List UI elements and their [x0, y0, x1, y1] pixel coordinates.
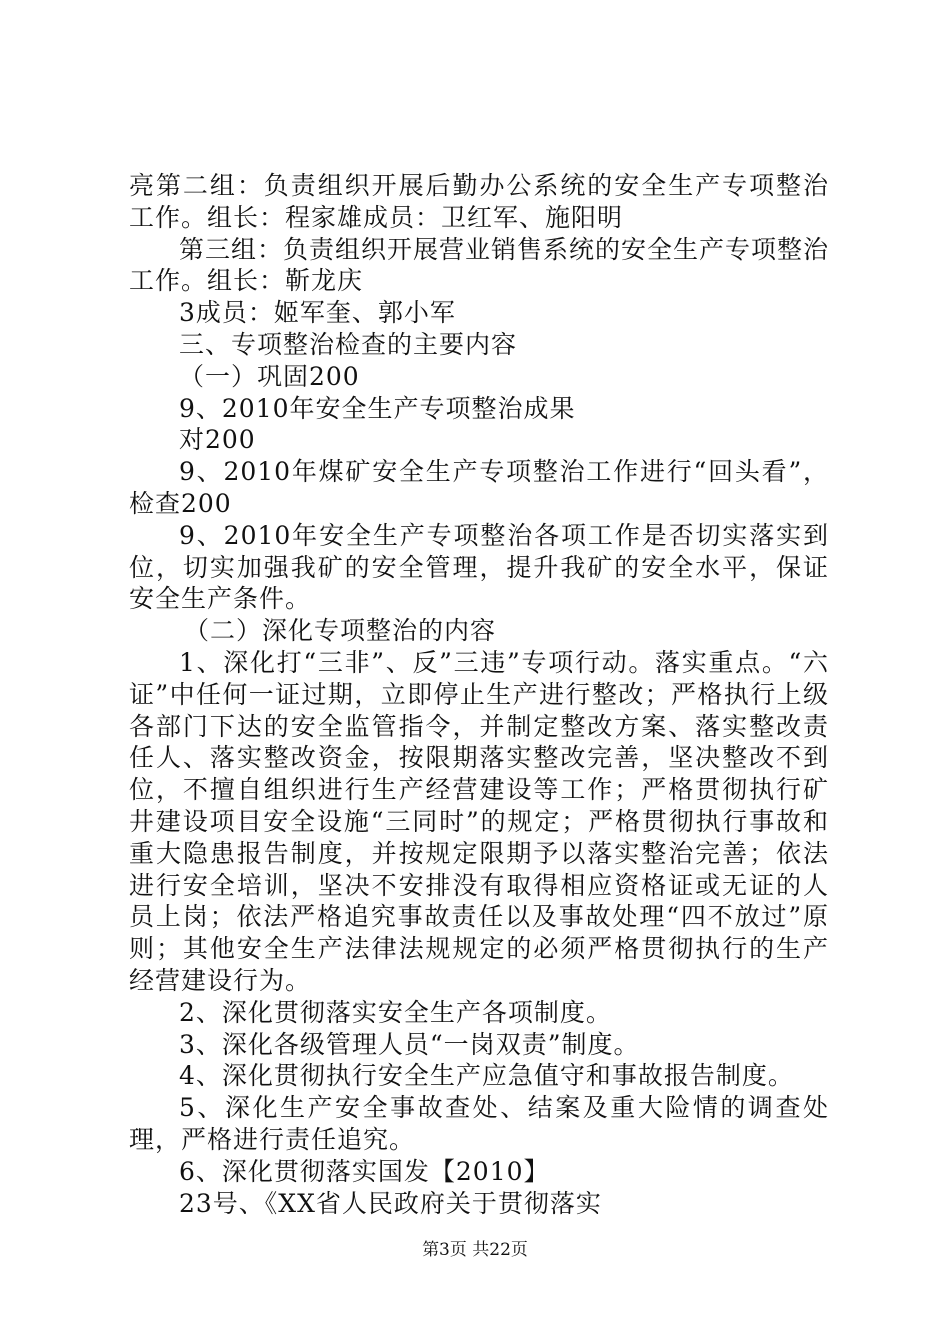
paragraph-group-three-members: 3成员：姬军奎、郭小军	[179, 298, 456, 328]
subsection-heading-deepen: （二）深化专项整治的内容	[184, 616, 497, 646]
paragraph-consolidate-results: 9、2010年安全生产专项整治成果	[179, 393, 576, 423]
subsection-heading-consolidate: （一）巩固200	[179, 361, 360, 391]
list-item-deepen-3: 3、深化各级管理人员“一岗双责”制度。	[179, 1029, 640, 1059]
list-item-deepen-6: 6、深化贯彻落实国发【2010】	[179, 1156, 550, 1186]
list-item-deepen-2: 2、深化贯彻落实安全生产各项制度。	[179, 997, 612, 1027]
page-footer	[0, 1240, 950, 1260]
paragraph-inspect-implementation: 9、2010年安全生产专项整治各项工作是否切实落实到位，切实加强我矿的安全管理，提升我矿的安全水平，保证安全生产条件。	[129, 520, 829, 614]
paragraph-review-prefix: 对200	[179, 425, 256, 455]
paragraph-group-two: 亮第二组：负责组织开展后勤办公系统的安全生产专项整治工作。组长：程家雄成员：卫红军、施阳明	[129, 171, 829, 232]
list-item-deepen-1: 1、深化打“三非”、反”三违”专项行动。落实重点。“六证”中任何一证过期，立即停止生产进行整改；严格执行上级各部门下达的安全监管指令，并制定整改方案、落实整改责任人、落实整改资金，按限期落实整改完善，坚决整改不到位，不擅自组织进行生产经营建设等工作；严格贯彻执行矿井建设项目安全设施“三同时”的规定；严格贯彻执行事故和重大隐患报告制度，并按规定限期予以落实整治完善；依法进行安全培训，坚决不安排没有取得相应资格证或无证的人员上岗；依法严格追究事故责任以及事故处理“四不放过”原则；其他安全生产法律法规规定的必须严格贯彻执行的生产经营建设行为。	[129, 647, 829, 995]
paragraph-document-reference: 23号、《XX省人民政府关于贯彻落实	[179, 1188, 602, 1218]
list-item-deepen-4: 4、深化贯彻执行安全生产应急值守和事故报告制度。	[179, 1061, 794, 1091]
document-body	[129, 170, 829, 1219]
list-item-deepen-5: 5、深化生产安全事故查处、结案及重大险情的调查处理，严格进行责任追究。	[129, 1093, 829, 1154]
paragraph-review-coal-mine: 9、2010年煤矿安全生产专项整治工作进行“回头看”，检查200	[129, 457, 829, 518]
paragraph-group-three: 第三组：负责组织开展营业销售系统的安全生产专项整治工作。组长：靳龙庆	[129, 234, 830, 296]
page-number-label: 第3页 共22页	[422, 1240, 528, 1260]
section-heading-main-content: 三、专项整治检查的主要内容	[179, 329, 518, 359]
